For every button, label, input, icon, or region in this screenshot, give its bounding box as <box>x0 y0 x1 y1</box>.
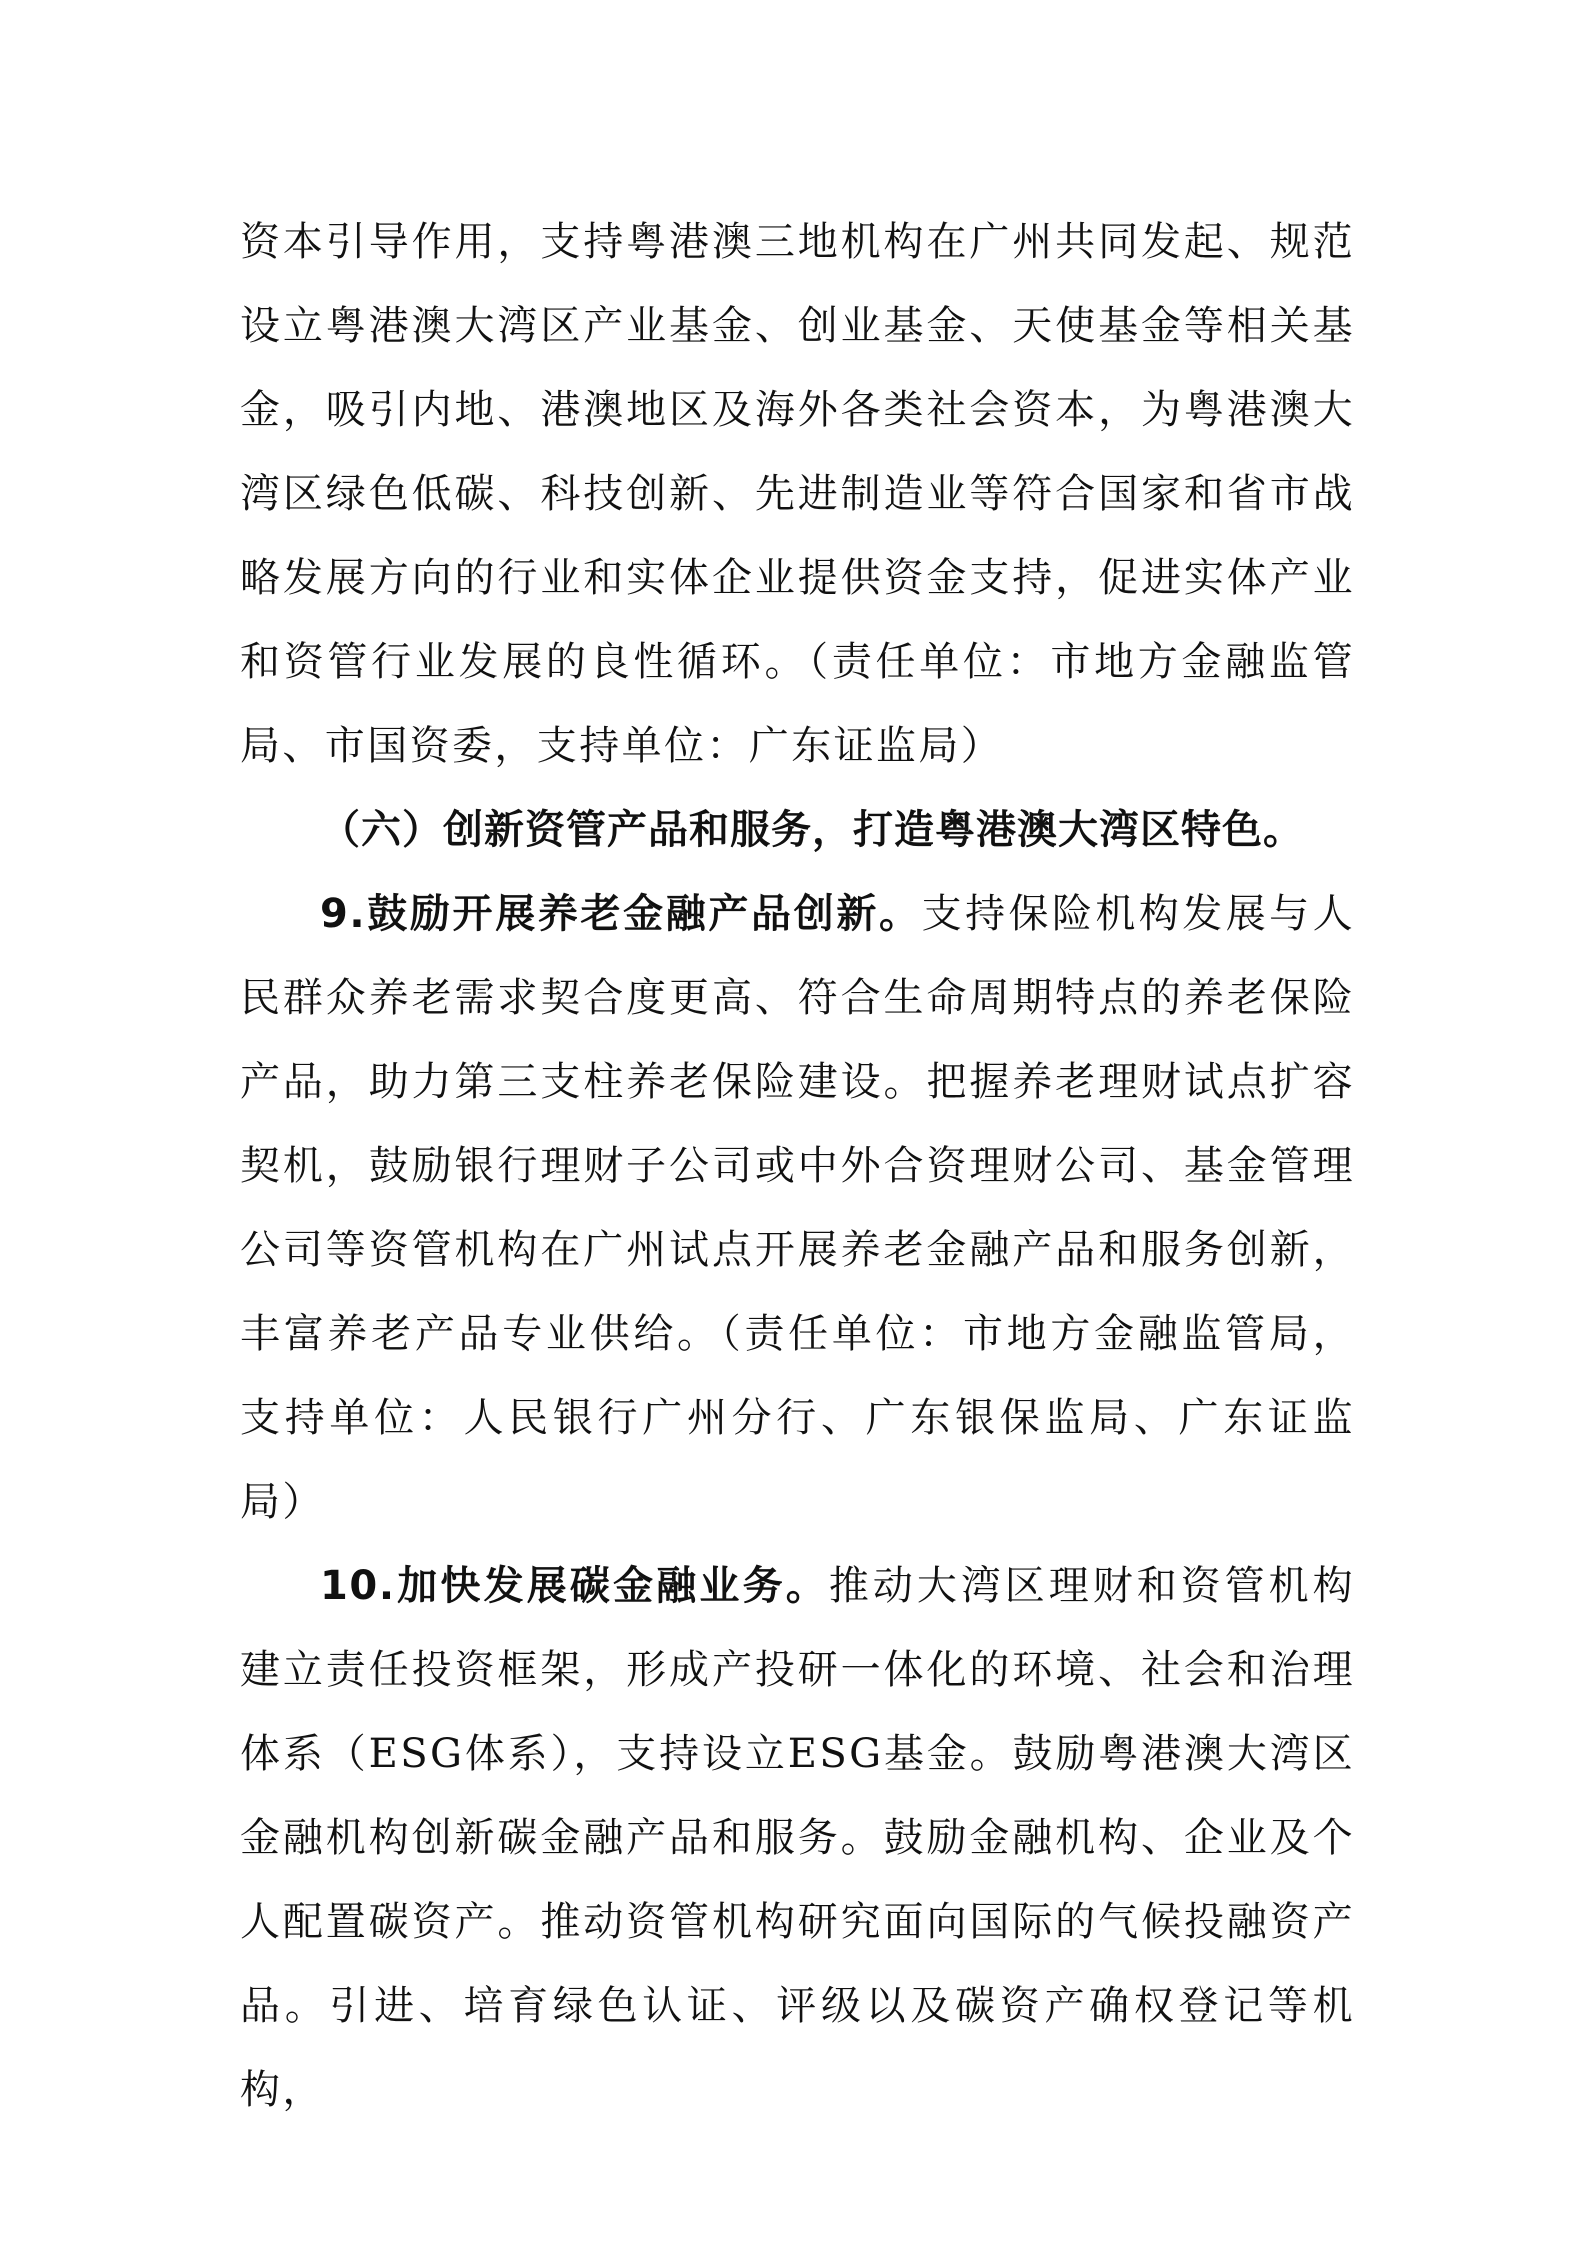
item-9-body: 支持保险机构发展与人民群众养老需求契合度更高、符合生命周期特点的养老保险产品，助力第三支柱养老保险建设。把握养老理财试点扩容契机，鼓励银行理财子公司或中外合资理财公司、基金管理公司等资管机构在广州试点开展养老金融产品和服务创新，丰富养老产品专业供给。（责任单位：市地方金融监管局，支持单位：人民银行广州分行、广东银保监局、广东证监局） <box>240 891 1356 1525</box>
section-heading-6: （六）创新资管产品和服务，打造粤港澳大湾区特色。 <box>320 807 1304 853</box>
document-body <box>240 200 1355 2132</box>
item-10-title: 10.加快发展碳金融业务。 <box>320 1563 829 1609</box>
paragraph-capital-guidance: 资本引导作用，支持粤港澳三地机构在广州共同发起、规范设立粤港澳大湾区产业基金、创业基金、天使基金等相关基金，吸引内地、港澳地区及海外各类社会资本，为粤港澳大湾区绿色低碳、科技创新、先进制造业等符合国家和省市战略发展方向的行业和实体企业提供资金支持，促进实体产业和资管行业发展的良性循环。（责任单位：市地方金融监管局、市国资委，支持单位：广东证监局） <box>240 219 1355 769</box>
item-9-paragraph <box>240 872 1355 1544</box>
item-10-body: 推动大湾区理财和资管机构建立责任投资框架，形成产投研一体化的环境、社会和治理体系（ESG体系），支持设立ESG基金。鼓励粤港澳大湾区金融机构创新碳金融产品和服务。鼓励金融机构、企业及个人配置碳资产。推动资管机构研究面向国际的气候投融资产品。引进、培育绿色认证、评级以及碳资产确权登记等机构， <box>240 1563 1355 2113</box>
item-10-paragraph <box>240 1544 1355 2132</box>
item-9-title: 9.鼓励开展养老金融产品创新。 <box>320 891 922 937</box>
